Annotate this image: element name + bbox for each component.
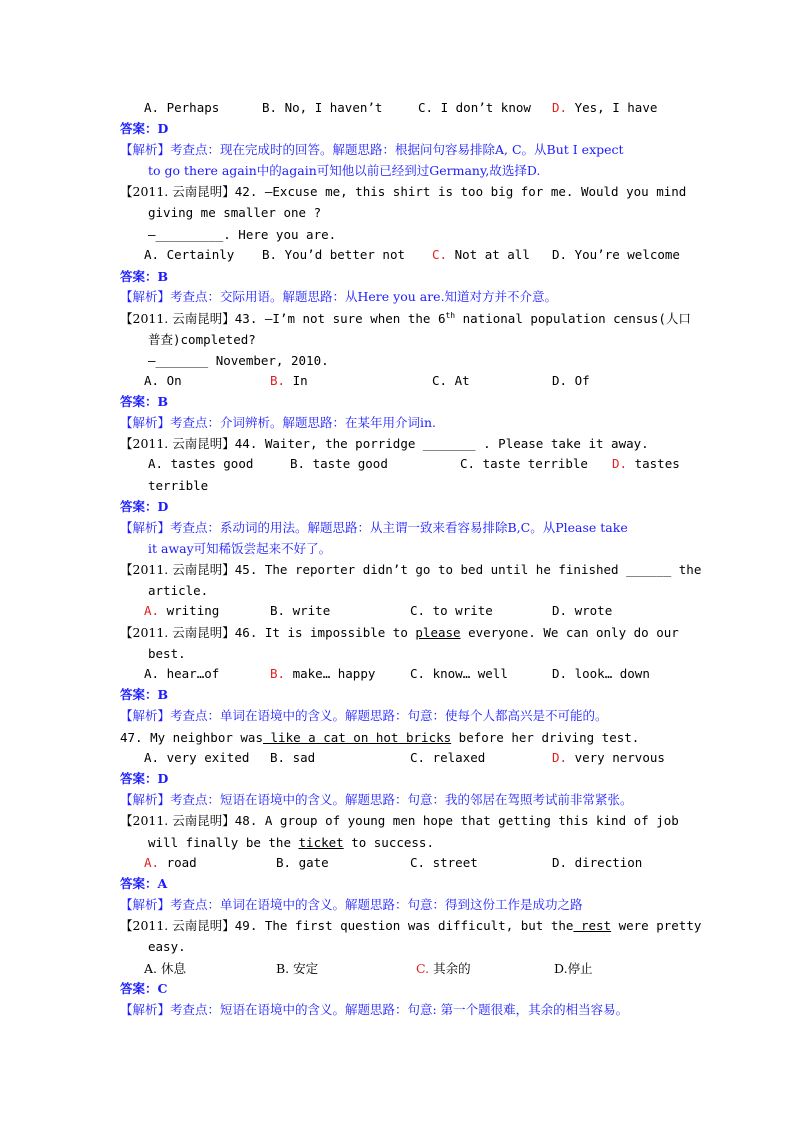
- option-c: C. relaxed: [410, 750, 486, 765]
- q44-explanation-2: it away可知稀饭尝起来不好了。: [148, 541, 332, 556]
- q49-stem: 【2011. 云南昆明】49. The first question was difficult, but the rest were pretty: [120, 918, 702, 933]
- q48-explanation: 【解析】考查点：单词在语境中的含义。解题思路：句意：得到这份工作是成功之路: [120, 897, 583, 912]
- q49-answer: 答案：C: [120, 981, 168, 996]
- q47-answer: 答案：D: [120, 771, 169, 786]
- option-d-correct: D. tastes: [612, 456, 680, 471]
- question-source: 【2011. 云南昆明】: [120, 436, 235, 451]
- q47-explanation: 【解析】考查点：短语在语境中的含义。解题思路：句意：我的邻居在驾照考试前非常紧张。: [120, 792, 633, 807]
- option-b: B. write: [270, 603, 331, 618]
- option-c: C. I don’t know: [418, 100, 531, 115]
- question-source: 【2011. 云南昆明】: [120, 625, 235, 640]
- q46-explanation: 【解析】考查点：单词在语境中的含义。解题思路：句意：使每个人都高兴是不可能的。: [120, 708, 608, 723]
- q43-answer: 答案：B: [120, 394, 169, 409]
- question-source: 【2011. 云南昆明】: [120, 562, 235, 577]
- q47-stem: 47. My neighbor was like a cat on hot bricks before her driving test.: [120, 730, 640, 745]
- q44-answer: 答案：D: [120, 499, 169, 514]
- option-b: B. sad: [270, 750, 316, 765]
- option-c-correct: C. 其余的: [416, 961, 471, 976]
- option-b: B. taste good: [290, 456, 388, 471]
- q48-answer: 答案：A: [120, 876, 168, 891]
- option-c-correct: C. Not at all: [432, 247, 530, 262]
- option-d: D. look… down: [552, 666, 650, 681]
- q43-stem: 【2011. 云南昆明】43. —I’m not sure when the 6th national population census(人口: [120, 310, 691, 326]
- q43-stem-2: 普查)completed?: [148, 332, 256, 347]
- option-a-correct: A. writing: [144, 603, 220, 618]
- q42-stem-2: giving me smaller one ?: [148, 205, 322, 220]
- option-b: B. 安定: [276, 961, 319, 976]
- q43-stem-3: —_______ November, 2010.: [148, 353, 329, 368]
- q41-explanation-2: to go there again中的again可知他以前已经到过Germany,故选择D.: [148, 163, 541, 178]
- q41-answer: 答案：D: [120, 121, 169, 136]
- option-c: C. know… well: [410, 666, 508, 681]
- option-b-correct: B. In: [270, 373, 308, 388]
- question-source: 【2011. 云南昆明】: [120, 918, 235, 933]
- option-b: B. No, I haven’t: [262, 100, 383, 115]
- option-a: A. hear…of: [144, 666, 220, 681]
- question-source: 【2011. 云南昆明】: [120, 184, 235, 199]
- q44-stem: 【2011. 云南昆明】44. Waiter, the porridge _______ . Please take it away.: [120, 436, 649, 451]
- q46-stem-2: best.: [148, 646, 186, 661]
- option-c: C. taste terrible: [460, 456, 588, 471]
- option-d: D. You’re welcome: [552, 247, 680, 262]
- option-a: A. Perhaps: [144, 100, 220, 115]
- q46-answer: 答案：B: [120, 687, 169, 702]
- q49-explanation: 【解析】考查点：短语在语境中的含义。解题思路：句意: 第一个题很难，其余的相当容易。: [120, 1002, 629, 1017]
- q45-stem: 【2011. 云南昆明】45. The reporter didn’t go to bed until he finished ______ the: [120, 562, 702, 577]
- option-b-correct: B. make… happy: [270, 666, 376, 681]
- q48-stem-2: will finally be the ticket to success.: [148, 835, 434, 850]
- option-c: C. At: [432, 373, 470, 388]
- q46-stem: 【2011. 云南昆明】46. It is impossible to please everyone. We can only do our: [120, 625, 679, 640]
- q44-option-continuation: terrible: [148, 478, 209, 493]
- q49-stem-2: easy.: [148, 939, 186, 954]
- option-c: C. to write: [410, 603, 493, 618]
- option-d-correct: D. Yes, I have: [552, 100, 658, 115]
- option-b: B. You’d better not: [262, 247, 406, 262]
- option-a: A. tastes good: [148, 456, 254, 471]
- q48-stem: 【2011. 云南昆明】48. A group of young men hope that getting this kind of job: [120, 813, 679, 828]
- option-a: A. very exited: [144, 750, 250, 765]
- q45-stem-2: article.: [148, 583, 209, 598]
- q43-explanation: 【解析】考查点：介词辨析。解题思路：在某年用介词in.: [120, 415, 437, 430]
- option-d: D. Of: [552, 373, 590, 388]
- option-d: D.停止: [554, 961, 593, 976]
- option-b: B. gate: [276, 855, 329, 870]
- q42-stem-3: —_________. Here you are.: [148, 227, 337, 242]
- q42-stem: 【2011. 云南昆明】42. —Excuse me, this shirt is too big for me. Would you mind: [120, 184, 687, 199]
- option-c: C. street: [410, 855, 478, 870]
- q41-explanation-1: 【解析】考查点：现在完成时的回答。解题思路：根据问句容易排除A, C。从But I expect: [120, 142, 624, 157]
- q42-explanation: 【解析】考查点：交际用语。解题思路：从Here you are.知道对方并不介意。: [120, 289, 558, 304]
- question-source: 【2011. 云南昆明】: [120, 311, 235, 326]
- option-a: A. 休息: [144, 961, 187, 976]
- question-source: 【2011. 云南昆明】: [120, 813, 235, 828]
- q44-explanation-1: 【解析】考查点：系动词的用法。解题思路：从主谓一致来看容易排除B,C。从Please take: [120, 520, 628, 535]
- option-a: A. On: [144, 373, 182, 388]
- option-a: A. Certainly: [144, 247, 235, 262]
- option-d: D. direction: [552, 855, 643, 870]
- option-d: D. wrote: [552, 603, 613, 618]
- option-a-correct: A. road: [144, 855, 197, 870]
- option-d-correct: D. very nervous: [552, 750, 665, 765]
- q42-answer: 答案：B: [120, 269, 169, 284]
